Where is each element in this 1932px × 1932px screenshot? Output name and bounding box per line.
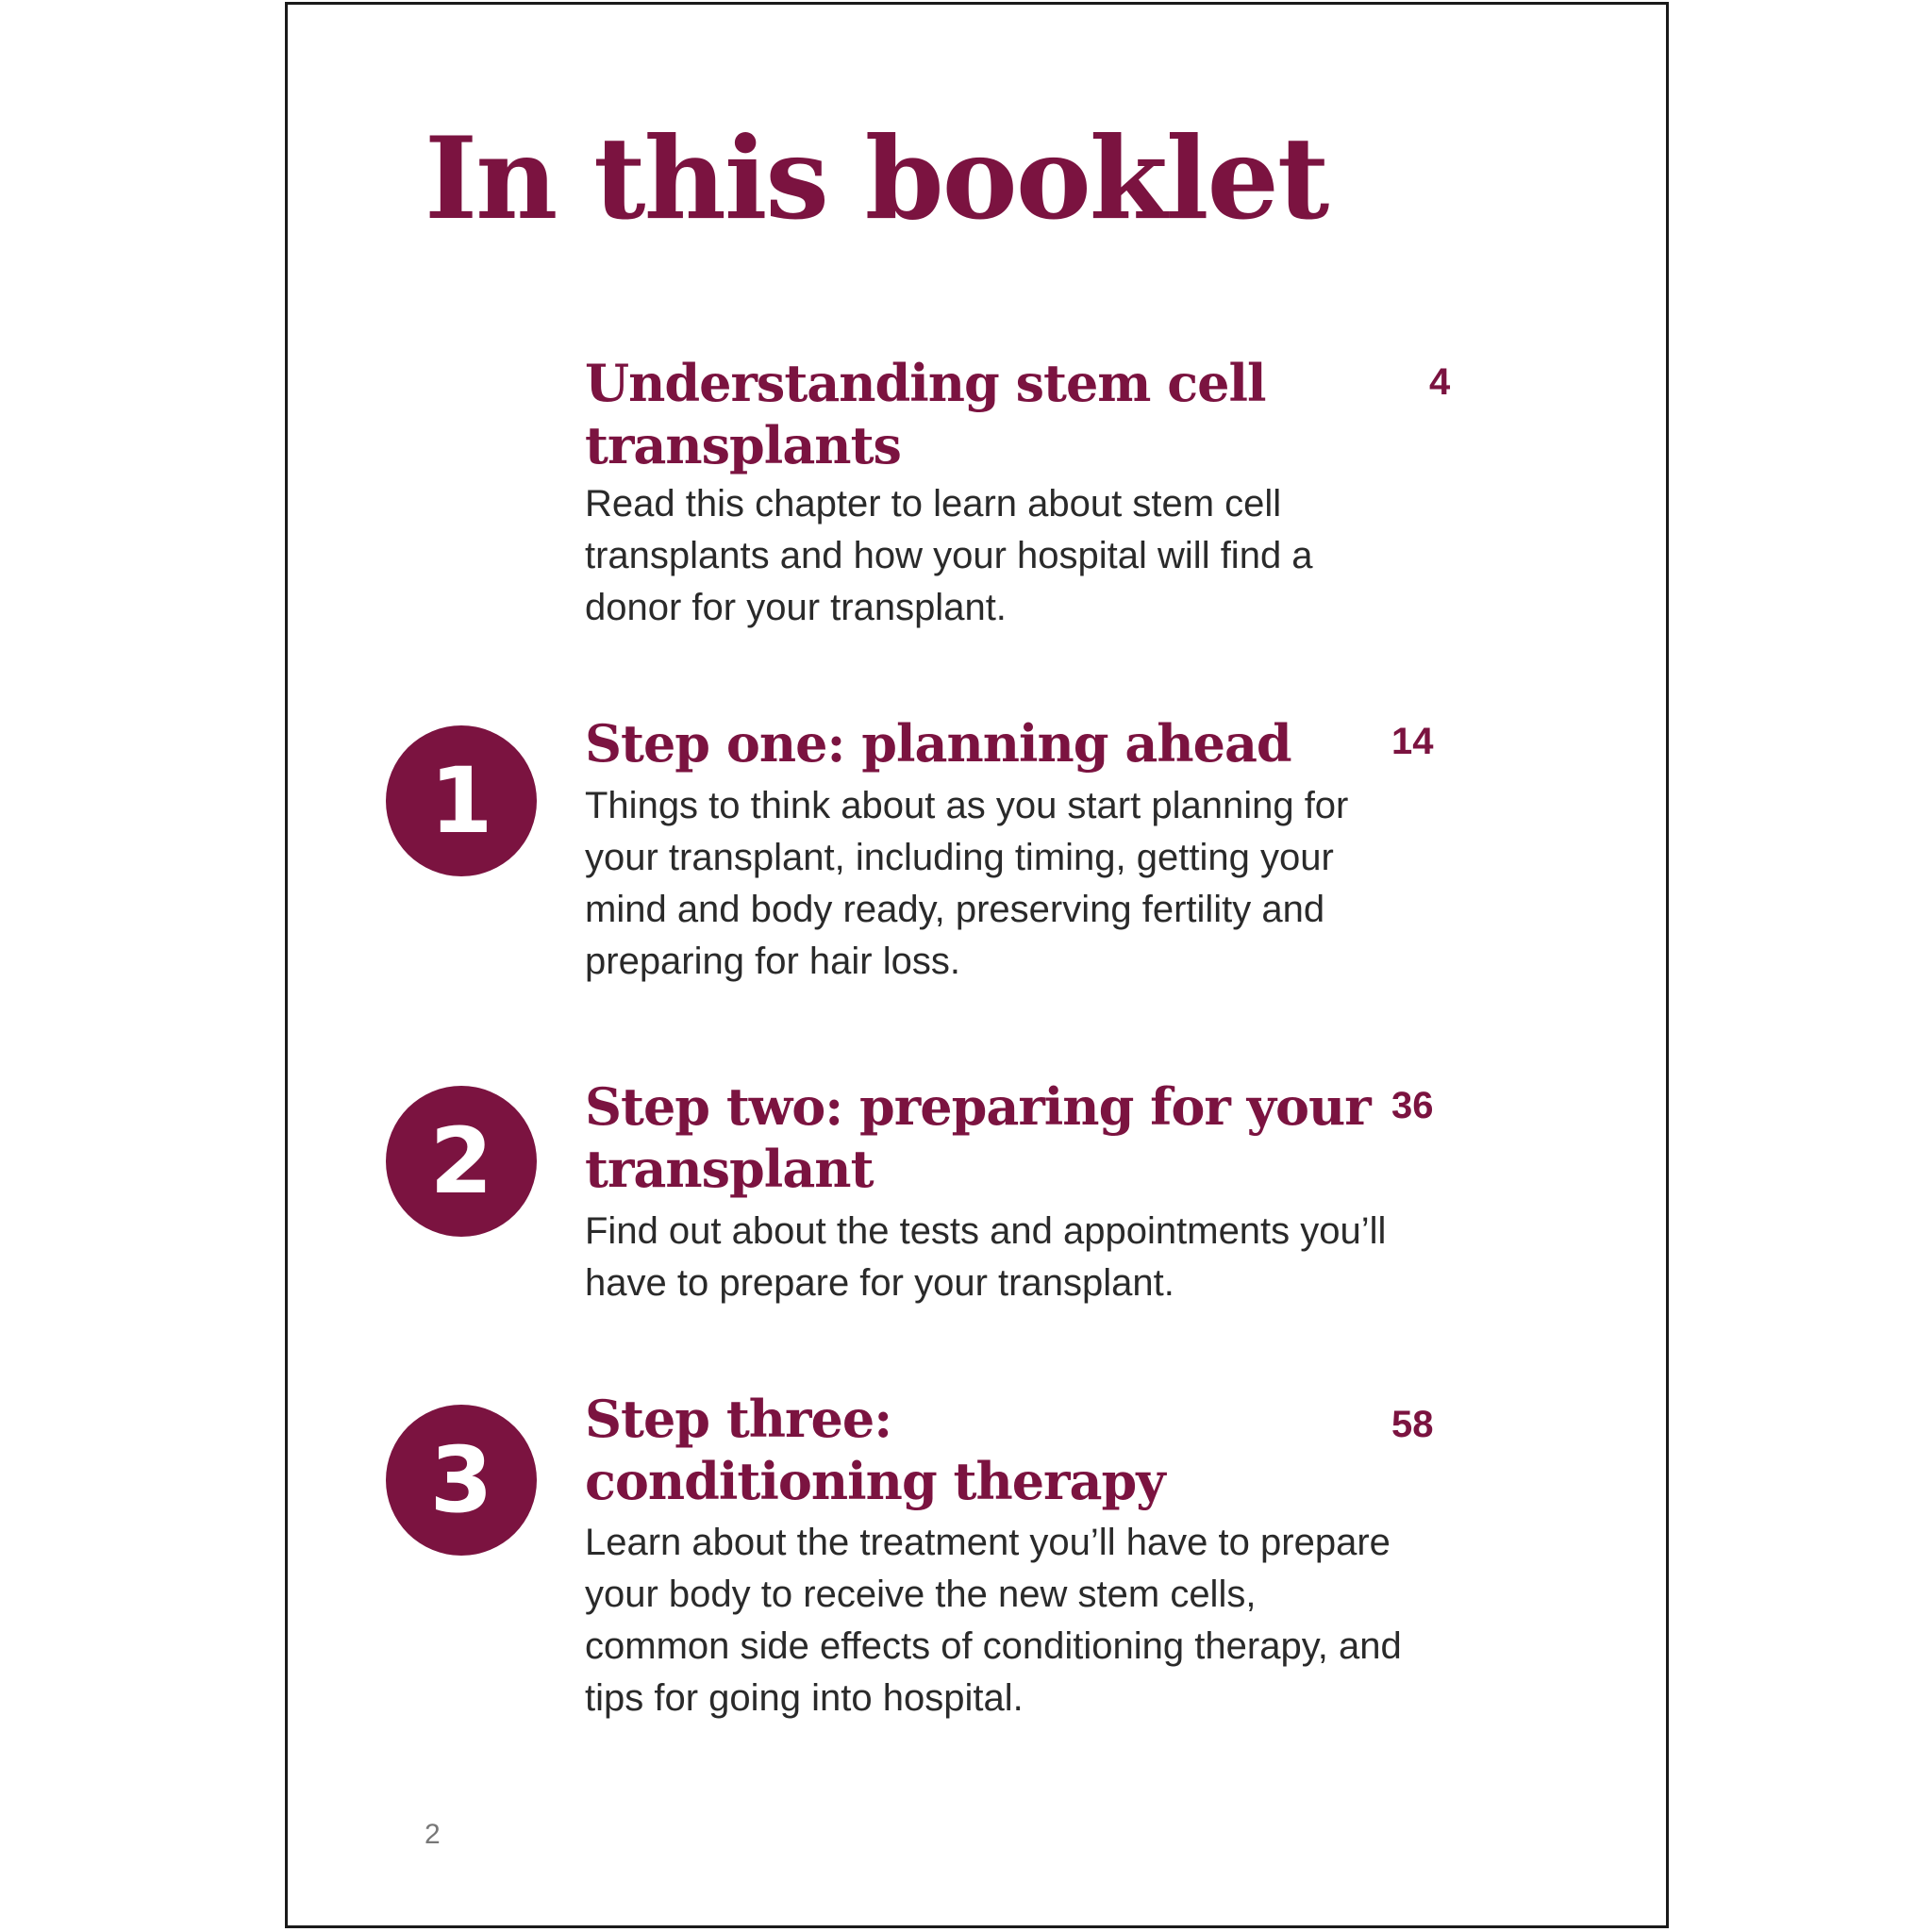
toc-entry-title: Step one: planning ahead — [585, 713, 1291, 774]
toc-entry-title: Step two: preparing for your transplant — [585, 1076, 1371, 1199]
page-title: In this booklet — [425, 112, 1328, 245]
toc-entry-description: Learn about the treatment you’ll have to prepare your body to receive the new stem cells, common side effects of conditioning therapy, and tips for going into hospital. — [585, 1522, 1402, 1719]
step-number-badge: 2 — [386, 1086, 537, 1237]
page-number: 2 — [425, 1819, 441, 1850]
toc-entry-page: 14 — [1391, 721, 1434, 762]
booklet-page — [285, 2, 1669, 1928]
toc-entry-description: Things to think about as you start planning for your transplant, including timing, getting your mind and body ready, preserving fertility and preparing for hair loss. — [585, 785, 1349, 982]
toc-entry-page: 4 — [1429, 361, 1451, 403]
toc-entry-title: Step three: conditioning therapy — [585, 1389, 1165, 1511]
toc-entry-page: 36 — [1391, 1085, 1434, 1126]
toc-entry-page: 58 — [1391, 1404, 1434, 1445]
step-number-badge: 1 — [386, 725, 537, 876]
toc-entry-title: Understanding stem cell transplants — [585, 353, 1266, 475]
toc-entry-description: Read this chapter to learn about stem cell transplants and how your hospital will find a donor for your transplant. — [585, 483, 1313, 628]
step-number-badge: 3 — [386, 1405, 537, 1556]
toc-entry-description: Find out about the tests and appointments you’ll have to prepare for your transplant. — [585, 1210, 1387, 1304]
